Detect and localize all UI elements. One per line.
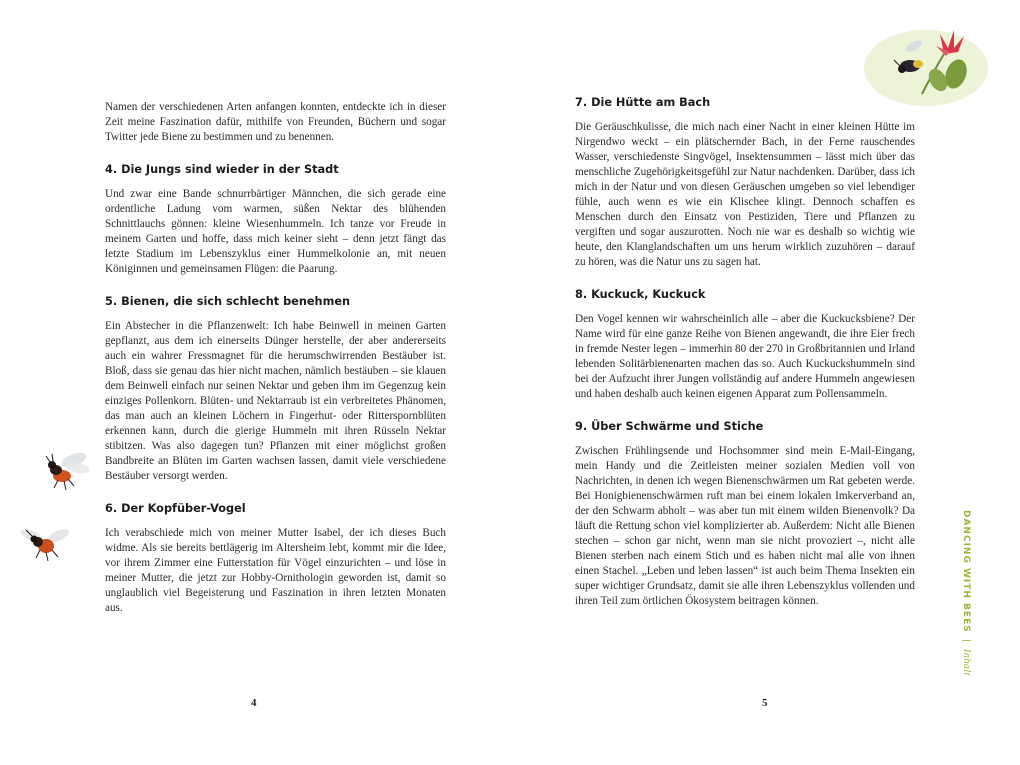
spine-book-title: DANCING WITH BEES xyxy=(961,510,971,633)
section-text-5: Ein Abstecher in die Pflanzenwelt: Ich habe Beinwell in meinen Garten gepflanzt, aus dem ich einerseits Dünger herstelle, der aber andererseits auch ein wahrer Fressmagnet für die herumschwirrenden Bestäuber ist. Bloß, dass sie genau das hier nicht machen, nämlich bestäuben – sie klauen dem Beinwell einfach nur seinen Nektar und geben ihm im Gegenzug kein einziges Pollenkorn. Blüten- und Nektarraub ist ein verbreitetes Phänomen, das man auch an kleinen Löchern in Fingerhut- oder Ritterspornblüten erkennen kann, durch die gierige Hummeln mit ihren Rüsseln Nektar stibitzen. Was also dagegen tun? Pflanzen mit einer möglichst großen Bandbreite an Blüten im Garten wachsen lassen, damit viele verschiedene Bestäuber versorgt werden. xyxy=(105,320,446,482)
section-text-8: Den Vogel kennen wir wahrscheinlich alle – aber die Kuckucksbiene? Der Name wird für eine ganze Reihe von Bienen angewandt, die ihre Eier frech in fremde Nester legen – immerhin 80 der 270 in Großbritannien und Irland lebenden Solitärbienenarten machen das so. Auch Kuckuckshummeln sind bei der Aufzucht ihrer Jungen vollständig auf andere Hummeln angewiesen und haben deshalb auch keinen eigenen Apparat zum Pollensammeln. xyxy=(575,313,915,400)
right-page xyxy=(510,0,1020,765)
right-text-column xyxy=(575,95,915,609)
spine-label xyxy=(956,510,972,676)
section-heading-4: 4. Die Jungs sind wieder in der Stadt xyxy=(105,163,339,176)
spine-subtitle: Inhalt xyxy=(961,649,972,676)
section-heading-8: 8. Kuckuck, Kuckuck xyxy=(575,288,706,301)
section-text-6: Ich verabschiede mich von meiner Mutter Isabel, der ich dieses Buch widme. Als sie bereits bettlägerig im Altersheim lebt, kommt mir die Idee, vor ihrem Zimmer eine Futterstation für Vögel einzurichten – und löse in meiner Mutter, die jetzt zur Hobby-Ornithologin geworden ist, damit so unglaublich viel Begeisterung und Faszination in ihren letzten Monaten aus. xyxy=(105,527,446,614)
section-text-4: Und zwar eine Bande schnurrbärtiger Männchen, die sich gerade eine ordentliche Ladung vom warmen, süßen Nektar des blühenden Schnittlauchs gönnen: kleine Wiesenhummeln. Ich tanze vor Freude in meinem Garten und hoffe, dass mich keiner sieht – denn jetzt fängt das letzte Stadium im Lebenszyklus einer Hummelkolonie an, mit neuen Königinnen und gemeinsamen Flügen: die Paarung. xyxy=(105,188,446,275)
page-number-left: 4 xyxy=(251,697,257,709)
section-heading-6: 6. Der Kopfüber-Vogel xyxy=(105,502,246,515)
flower-bee-illustration-icon xyxy=(862,24,988,108)
section-heading-7: 7. Die Hütte am Bach xyxy=(575,96,711,109)
page-number-right: 5 xyxy=(762,697,768,709)
section-heading-9: 9. Über Schwärme und Stiche xyxy=(575,420,764,433)
section-text-7: Die Geräuschkulisse, die mich nach einer Nacht in einer kleinen Hütte im Nirgendwo weckt – ein plätschernder Bach, in der Ferne rauschendes Wasser, verschiedenste Singvögel, Insektensummen – lässt mich über das menschliche Zugehörigkeitsgefühl zur Natur nachdenken. Darüber, dass ich mich in der Natur und von diesen Geräuschen umgeben so viel lebendiger fühle, auch wenn es wie ein Klischee klingt. Dennoch schaffen es Menschen durch den Einsatz von Pestiziden, Tiere und Pflanzen zu vergiften und sogar auszurotten. Noch nie war es deshalb so wichtig wie heute, den Klanglandschaften um uns herum wirklich zuzuhören – darauf zu hören, was die Natur uns zu sagen hat. xyxy=(575,121,915,268)
spine-separator: | xyxy=(961,639,971,643)
section-text-9: Zwischen Frühlingsende und Hochsommer sind mein E-Mail-Eingang, mein Handy und die Zeitleisten meiner sozialen Medien voll von Nachrichten, in denen ich wegen Bienenschwärmen um Rat gebeten werde. Bei Honigbienenschwärmen ruft man bei einem lokalen Imkerverband an, der den Schwarm abholt – was aber tun mit einem wilden Bienenvolk? Da läuft die Rettung schon viel komplizierter ab. Außerdem: Nicht alle Bienen stechen – schon gar nicht, wenn man sie nicht provoziert –, nicht alle Bienen sterben nach einem Stich und es haben nicht mal alle von ihnen einen Stachel. „Leben und leben lassen“ ist auch beim Thema Insekten ein super wichtiger Grundsatz, damit sie alle ihren Lebenszyklus vollenden und ihren Teil zum örtlichen Ökosystem beitragen können. xyxy=(575,445,915,607)
left-text-column xyxy=(105,100,446,616)
section-heading-5: 5. Bienen, die sich schlecht benehmen xyxy=(105,295,351,308)
intro-paragraph: Namen der verschiedenen Arten anfangen konnten, entdeckte ich in dieser Zeit meine Faszination dafür, mithilfe von Freunden, Büchern und sogar Twitter jede Biene zu bestimmen und zu benennen. xyxy=(105,101,446,143)
bee-illustration-icon xyxy=(18,522,74,566)
bee-illustration-icon xyxy=(44,448,96,494)
